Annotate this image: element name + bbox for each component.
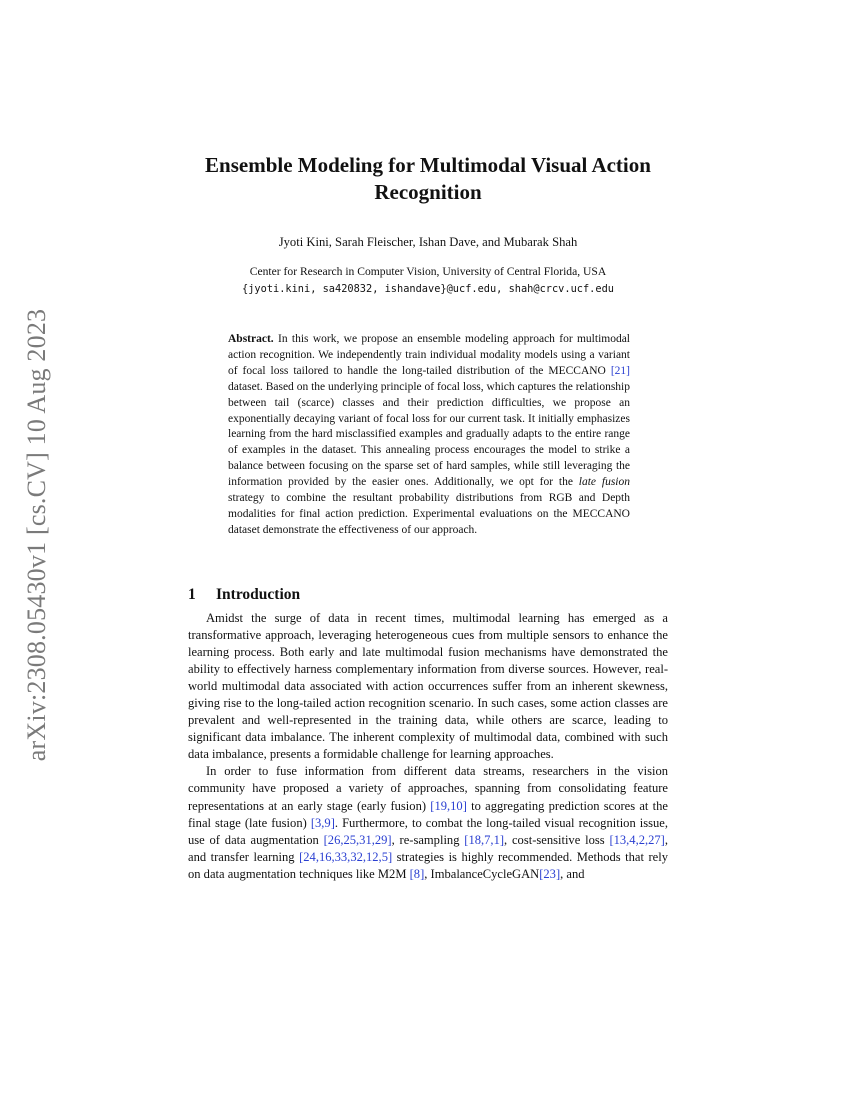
arxiv-stamp [23, 288, 51, 782]
abstract-text-1: In this work, we propose an ensemble modeling approach for multimodal action recognition. We independently train individual modality models using a variant of focal loss tailored to handle the long-tailed distribution of the MECCANO [228, 333, 631, 377]
abstract-emphasis: late fusion [578, 476, 630, 489]
section-title: Introduction [216, 586, 301, 603]
citation-link[interactable]: [26,25,31,29] [323, 832, 392, 847]
citation-link[interactable]: [21] [610, 364, 630, 377]
citation-link[interactable]: [24,16,33,32,12,5] [299, 849, 393, 864]
section-heading [188, 586, 300, 604]
abstract-text-3: strategy to combine the resultant probability distributions from RGB and Depth modalities for final action prediction. Experimental evaluations on the MECCANO dataset demonstrate the effectiveness of our approach. [228, 492, 630, 536]
intro-paragraph-1: Amidst the surge of data in recent times, multimodal learning has emerged as a transformative approach, leveraging heterogeneous cues from multiple sensors to enhance the learning process. Both early and late multimodal fusion mechanisms have demonstrated the ability to effectively harness complementary information from diverse sources. However, real-world multimodal data associated with action occurrences suffer from an inherent skewness, giving rise to the long-tailed action recognition scenario. In such cases, some action classes are prevalent and well-represented in the training data, while others are scarce, leading to significant data imbalance. The inherent complexity of multimodal data, combined with such data imbalance, presents a formidable challenge for learning approaches. [188, 611, 668, 762]
citation-link[interactable]: [23] [539, 866, 561, 881]
email-list: {jyoti.kini, sa420832, ishandave}@ucf.edu, shah@crcv.ucf.edu [242, 283, 614, 295]
author-list: Jyoti Kini, Sarah Fleischer, Ishan Dave, and Mubarak Shah [278, 235, 578, 249]
intro-p2-text-5: , cost-sensitive loss [504, 832, 610, 847]
affiliation: Center for Research in Computer Vision, University of Central Florida, USA [249, 265, 607, 278]
paper-title [188, 152, 668, 206]
intro-p2-text-3: . Furthermore, to combat the long-tailed visual recognition issue, use of data augmentation [188, 815, 669, 847]
intro-paragraph-2 [188, 763, 668, 882]
citation-link[interactable]: [19,10] [430, 798, 467, 813]
abstract-label: Abstract. [228, 333, 274, 345]
citation-link[interactable]: [13,4,2,27] [609, 832, 665, 847]
intro-p2-text-4: , re-sampling [391, 832, 465, 847]
arxiv-stamp-text: arXiv:2308.05430v1 [cs.CV] 10 Aug 2023 [22, 308, 51, 762]
citation-link[interactable]: [8] [409, 866, 425, 881]
intro-p2-text-9: , and [560, 866, 585, 881]
intro-p2-text-2: to aggregating prediction scores at the final stage (late fusion) [188, 798, 668, 830]
section-number: 1 [188, 586, 196, 603]
title-line-1: Ensemble Modeling for Multimodal Visual Action [205, 153, 651, 177]
intro-p2-text-6: , and transfer learning [188, 832, 668, 864]
intro-p2-text-1: In order to fuse information from different data streams, researchers in the vision community have proposed a variety of approaches, spanning from consolidating feature representations at an early stage (early fusion) [188, 764, 668, 813]
intro-p2-text-8: , ImbalanceCycleGAN [424, 866, 540, 881]
citation-link[interactable]: [3,9] [310, 815, 335, 830]
intro-p2-text-7: strategies is highly recommended. Methods that rely on data augmentation techniques like M2M [188, 849, 669, 881]
section-body [188, 610, 668, 883]
abstract-text-2: dataset. Based on the underlying principle of focal loss, which captures the relationship between tail (scarce) classes and their prediction difficulties, we propose an exponentially decaying variant of focal loss for our current task. It initially emphasizes learning from the hard misclassified examples and gradually adapts to the entire range of examples in the dataset. This annealing process encourages the model to strike a balance between focusing on the sparse set of hard samples, while still leveraging the information provided by the easier ones. Additionally, we opt for the [228, 380, 630, 489]
title-line-2: Recognition [374, 180, 482, 204]
abstract [228, 332, 630, 539]
citation-link[interactable]: [18,7,1] [464, 832, 505, 847]
